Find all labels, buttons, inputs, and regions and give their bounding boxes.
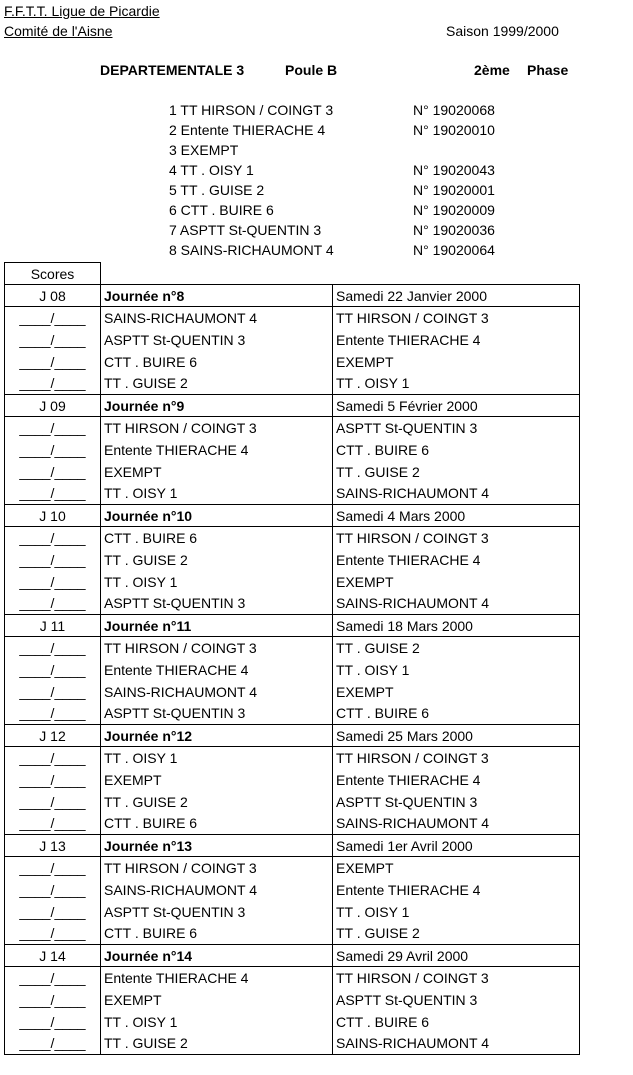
round-code: J 12 — [5, 725, 101, 747]
match-row — [5, 923, 580, 945]
match-row — [5, 439, 580, 461]
home-team: TT . GUISE 2 — [101, 549, 333, 571]
away-team: TT . GUISE 2 — [333, 923, 580, 945]
round-code: J 10 — [5, 505, 101, 527]
team-entry: 5 TT . GUISE 2 — [169, 182, 265, 198]
home-team: EXEMPT — [101, 461, 333, 483]
score-field[interactable]: ____/____ — [5, 373, 101, 395]
away-team: CTT . BUIRE 6 — [333, 1011, 580, 1033]
phase-label: Phase — [527, 62, 569, 78]
match-row — [5, 967, 580, 989]
home-team: TT HIRSON / COINGT 3 — [101, 417, 333, 439]
home-team: EXEMPT — [101, 989, 333, 1011]
score-field[interactable]: ____/____ — [5, 747, 101, 769]
score-field[interactable]: ____/____ — [5, 879, 101, 901]
home-team: CTT . BUIRE 6 — [101, 813, 333, 835]
home-team: CTT . BUIRE 6 — [101, 351, 333, 373]
org-line-1: F.F.T.T. Ligue de Picardie — [4, 3, 160, 19]
blank-cell — [101, 263, 333, 285]
score-field[interactable]: ____/____ — [5, 791, 101, 813]
score-field[interactable]: ____/____ — [5, 967, 101, 989]
match-row — [5, 747, 580, 769]
score-field[interactable]: ____/____ — [5, 351, 101, 373]
away-team: TT . GUISE 2 — [333, 637, 580, 659]
team-licence-number: N° 19020064 — [413, 242, 495, 258]
round-date: Samedi 5 Février 2000 — [333, 395, 580, 417]
match-row — [5, 483, 580, 505]
home-team: SAINS-RICHAUMONT 4 — [101, 681, 333, 703]
score-field[interactable]: ____/____ — [5, 1011, 101, 1033]
team-entry: 7 ASPTT St-QUENTIN 3 — [169, 222, 322, 238]
score-field[interactable]: ____/____ — [5, 769, 101, 791]
team-entry: 2 Entente THIERACHE 4 — [169, 122, 326, 138]
home-team: ASPTT St-QUENTIN 3 — [101, 901, 333, 923]
round-code: J 09 — [5, 395, 101, 417]
schedule-table — [4, 262, 580, 1055]
round-header-row — [5, 725, 580, 747]
match-row — [5, 769, 580, 791]
scores-header-row — [5, 263, 580, 285]
score-field[interactable]: ____/____ — [5, 923, 101, 945]
round-header-row — [5, 835, 580, 857]
away-team: ASPTT St-QUENTIN 3 — [333, 989, 580, 1011]
round-date: Samedi 22 Janvier 2000 — [333, 285, 580, 307]
score-field[interactable]: ____/____ — [5, 439, 101, 461]
org-line-2: Comité de l'Aisne — [4, 23, 113, 39]
round-header-row — [5, 395, 580, 417]
home-team: SAINS-RICHAUMONT 4 — [101, 879, 333, 901]
away-team: TT HIRSON / COINGT 3 — [333, 747, 580, 769]
round-title: Journée n°9 — [101, 395, 333, 417]
team-licence-number: N° 19020010 — [413, 122, 495, 138]
score-field[interactable]: ____/____ — [5, 1033, 101, 1055]
home-team: ASPTT St-QUENTIN 3 — [101, 703, 333, 725]
round-date: Samedi 29 Avril 2000 — [333, 945, 580, 967]
away-team: ASPTT St-QUENTIN 3 — [333, 791, 580, 813]
away-team: TT HIRSON / COINGT 3 — [333, 307, 580, 329]
team-licence-number: N° 19020068 — [413, 102, 495, 118]
round-header-row — [5, 615, 580, 637]
score-field[interactable]: ____/____ — [5, 461, 101, 483]
score-field[interactable]: ____/____ — [5, 571, 101, 593]
match-row — [5, 527, 580, 549]
home-team: TT . GUISE 2 — [101, 1033, 333, 1055]
round-date: Samedi 1er Avril 2000 — [333, 835, 580, 857]
match-row — [5, 659, 580, 681]
score-field[interactable]: ____/____ — [5, 703, 101, 725]
away-team: Entente THIERACHE 4 — [333, 549, 580, 571]
match-row — [5, 329, 580, 351]
round-date: Samedi 18 Mars 2000 — [333, 615, 580, 637]
match-row — [5, 351, 580, 373]
season-label: Saison 1999/2000 — [446, 23, 559, 39]
away-team: Entente THIERACHE 4 — [333, 769, 580, 791]
round-header-row — [5, 945, 580, 967]
home-team: TT . GUISE 2 — [101, 373, 333, 395]
match-row — [5, 461, 580, 483]
match-row — [5, 901, 580, 923]
round-title: Journée n°11 — [101, 615, 333, 637]
home-team: SAINS-RICHAUMONT 4 — [101, 307, 333, 329]
team-licence-number: N° 19020001 — [413, 182, 495, 198]
team-licence-number: N° 19020043 — [413, 162, 495, 178]
blank-cell — [333, 263, 580, 285]
match-row — [5, 1033, 580, 1055]
team-licence-number: N° 19020009 — [413, 202, 495, 218]
away-team: ASPTT St-QUENTIN 3 — [333, 417, 580, 439]
score-field[interactable]: ____/____ — [5, 549, 101, 571]
team-entry: 1 TT HIRSON / COINGT 3 — [169, 102, 334, 118]
phase-number: 2ème — [474, 62, 510, 78]
match-row — [5, 307, 580, 329]
score-field[interactable]: ____/____ — [5, 593, 101, 615]
home-team: Entente THIERACHE 4 — [101, 967, 333, 989]
away-team: CTT . BUIRE 6 — [333, 703, 580, 725]
match-row — [5, 681, 580, 703]
round-date: Samedi 4 Mars 2000 — [333, 505, 580, 527]
away-team: SAINS-RICHAUMONT 4 — [333, 1033, 580, 1055]
score-field[interactable]: ____/____ — [5, 307, 101, 329]
score-field[interactable]: ____/____ — [5, 527, 101, 549]
team-entry: 3 EXEMPT — [169, 142, 239, 158]
home-team: Entente THIERACHE 4 — [101, 439, 333, 461]
away-team: SAINS-RICHAUMONT 4 — [333, 593, 580, 615]
match-row — [5, 791, 580, 813]
home-team: TT . OISY 1 — [101, 483, 333, 505]
match-row — [5, 857, 580, 879]
away-team: EXEMPT — [333, 351, 580, 373]
round-code: J 13 — [5, 835, 101, 857]
match-row — [5, 703, 580, 725]
round-header-row — [5, 505, 580, 527]
away-team: Entente THIERACHE 4 — [333, 329, 580, 351]
home-team: CTT . BUIRE 6 — [101, 527, 333, 549]
team-licence-number: N° 19020036 — [413, 222, 495, 238]
score-field[interactable]: ____/____ — [5, 857, 101, 879]
score-field[interactable]: ____/____ — [5, 483, 101, 505]
score-field[interactable]: ____/____ — [5, 329, 101, 351]
away-team: TT . OISY 1 — [333, 901, 580, 923]
home-team: EXEMPT — [101, 769, 333, 791]
team-entry: 6 CTT . BUIRE 6 — [169, 202, 274, 218]
score-field[interactable]: ____/____ — [5, 989, 101, 1011]
score-field[interactable]: ____/____ — [5, 659, 101, 681]
score-field[interactable]: ____/____ — [5, 417, 101, 439]
match-row — [5, 1011, 580, 1033]
match-row — [5, 549, 580, 571]
home-team: TT HIRSON / COINGT 3 — [101, 637, 333, 659]
away-team: CTT . BUIRE 6 — [333, 439, 580, 461]
round-date: Samedi 25 Mars 2000 — [333, 725, 580, 747]
home-team: ASPTT St-QUENTIN 3 — [101, 593, 333, 615]
pool-label: Poule B — [285, 62, 338, 78]
away-team: EXEMPT — [333, 857, 580, 879]
away-team: Entente THIERACHE 4 — [333, 879, 580, 901]
away-team: TT . GUISE 2 — [333, 461, 580, 483]
away-team: EXEMPT — [333, 571, 580, 593]
score-field[interactable]: ____/____ — [5, 637, 101, 659]
away-team: SAINS-RICHAUMONT 4 — [333, 813, 580, 835]
away-team: TT . OISY 1 — [333, 659, 580, 681]
round-title: Journée n°13 — [101, 835, 333, 857]
round-title: Journée n°12 — [101, 725, 333, 747]
away-team: TT HIRSON / COINGT 3 — [333, 967, 580, 989]
away-team: TT . OISY 1 — [333, 373, 580, 395]
team-entry: 8 SAINS-RICHAUMONT 4 — [169, 242, 334, 258]
score-field[interactable]: ____/____ — [5, 681, 101, 703]
match-row — [5, 417, 580, 439]
home-team: TT . OISY 1 — [101, 1011, 333, 1033]
round-header-row — [5, 285, 580, 307]
match-row — [5, 879, 580, 901]
home-team: ASPTT St-QUENTIN 3 — [101, 329, 333, 351]
home-team: CTT . BUIRE 6 — [101, 923, 333, 945]
home-team: Entente THIERACHE 4 — [101, 659, 333, 681]
away-team: EXEMPT — [333, 681, 580, 703]
match-row — [5, 593, 580, 615]
round-title: Journée n°14 — [101, 945, 333, 967]
home-team: TT . OISY 1 — [101, 571, 333, 593]
home-team: TT HIRSON / COINGT 3 — [101, 857, 333, 879]
match-row — [5, 373, 580, 395]
match-row — [5, 637, 580, 659]
division-title: DEPARTEMENTALE 3 — [100, 62, 245, 78]
match-row — [5, 813, 580, 835]
team-entry: 4 TT . OISY 1 — [169, 162, 254, 178]
home-team: TT . OISY 1 — [101, 747, 333, 769]
round-title: Journée n°10 — [101, 505, 333, 527]
match-row — [5, 571, 580, 593]
away-team: SAINS-RICHAUMONT 4 — [333, 483, 580, 505]
away-team: TT HIRSON / COINGT 3 — [333, 527, 580, 549]
round-code: J 14 — [5, 945, 101, 967]
score-field[interactable]: ____/____ — [5, 813, 101, 835]
score-field[interactable]: ____/____ — [5, 901, 101, 923]
home-team: TT . GUISE 2 — [101, 791, 333, 813]
round-code: J 11 — [5, 615, 101, 637]
scores-header: Scores — [5, 263, 101, 285]
round-title: Journée n°8 — [101, 285, 333, 307]
match-row — [5, 989, 580, 1011]
round-code: J 08 — [5, 285, 101, 307]
